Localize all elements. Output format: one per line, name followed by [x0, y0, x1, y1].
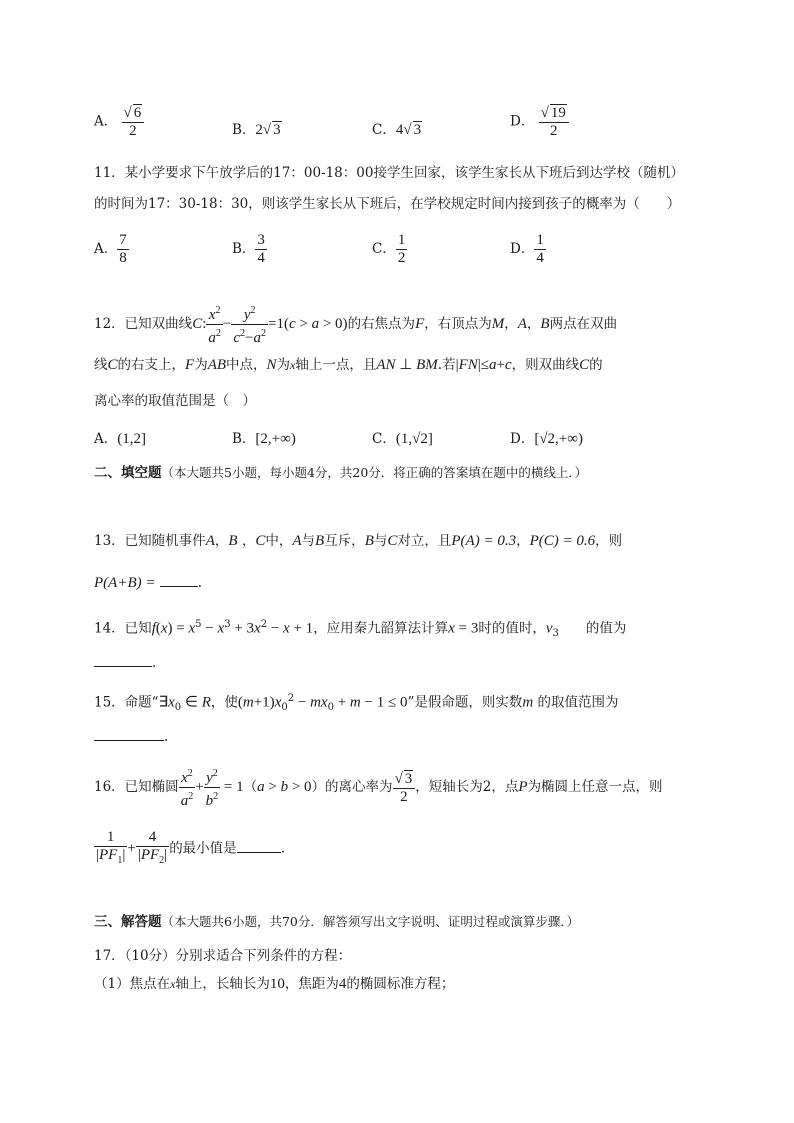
- q11-line-1: 11．某小学要求下午放学后的17：00-18：00接学生回家，该学生家长从下班后到达学校（随机）: [94, 165, 684, 181]
- q13-answer-blank[interactable]: [160, 572, 198, 587]
- q12-option-b: B．[2,+∞): [232, 431, 296, 447]
- q11-option-a: A． $\frac{7}{8}$: [94, 232, 127, 266]
- q17-line-2: （1）焦点在x轴上，长轴长为10，焦距为4的椭圆标准方程；: [94, 976, 455, 992]
- q11-option-b: B． $\frac{3}{4}$: [232, 232, 265, 266]
- q15-line-2: .: [94, 726, 168, 747]
- q13-line-2: P(A+B) = .: [94, 572, 202, 593]
- q12-line-2: 线C的右支上，F为AB中点，N为x轴上一点，且AN ⊥ BM.若|FN|≤a+c，则双曲线C的: [94, 357, 603, 373]
- q12-option-c: C．(1,√2]: [372, 431, 433, 447]
- q10-option-d: D． $\frac{√ 19}{2}$: [510, 104, 569, 140]
- q16-answer-blank[interactable]: [237, 838, 281, 853]
- q12-option-a: A．(1,2]: [94, 431, 146, 447]
- q12-line-1: 12．已知双曲线C: $\frac{x^2}{a^2}$ − $\frac{y^2}{c^2-a^2}$ =1(c > a > 0)的右焦点为F，右顶点为M，A，B两点在双曲: [94, 302, 617, 347]
- q11-line-2: 的时间为17：30-18：30，则该学生家长从下班后，在学校规定时间内接到孩子的概率为（ ）: [94, 196, 681, 212]
- q15-line-1: 15．命题“$\exists x_0$ ∈ R，使$(m+1)x_0^2 - mx_0 + m - 1 \le 0$”是假命题，则实数m 的取值范围为: [94, 693, 619, 714]
- q10-option-b: B．2√ 3: [232, 122, 281, 138]
- q16-line-2: $\frac{1}{|PF_1|}$ + $\frac{4}{|PF_2|}$ 的最小值是 .: [96, 829, 285, 866]
- q11-option-d: D． $\frac{1}{4}$: [510, 232, 544, 266]
- q12-line-3: 离心率的取值范围是（ ）: [94, 393, 256, 409]
- q13-line-1: 13．已知随机事件A，B ，C中，A与B互斥，B与C对立，且P(A) = 0.3，P(C) = 0.6，则: [94, 533, 623, 549]
- q11-option-c: C． $\frac{1}{2}$: [372, 232, 406, 266]
- q10-option-c: C．4√ 3: [372, 122, 422, 138]
- q14-answer-blank[interactable]: [94, 652, 152, 667]
- q12-option-d: D．[√2,+∞): [510, 431, 583, 447]
- q17-line-1: 17．（10分）分别求适合下列条件的方程：: [94, 948, 352, 964]
- q15-answer-blank[interactable]: [94, 726, 164, 741]
- section-2-heading: 二、填空题（本大题共5小题，每小题4分，共20分．将正确的答案填在题中的横线上．）: [94, 465, 588, 481]
- q14-line-1: 14．已知$f(x) = x^5 - x^3 + 3x^2 - x + 1$，应用秦九韶算法计算x = 3时的值时，$v_3$ 的值为: [94, 619, 627, 640]
- q10-option-a: A． $\frac{√ 6}{2}$: [94, 104, 144, 140]
- section-3-heading: 三、解答题（本大题共6小题，共70分．解答须写出文字说明、证明过程或演算步骤．）: [94, 914, 580, 930]
- q14-line-2: .: [94, 652, 156, 673]
- q16-line-1: 16．已知椭圆 $\frac{x^2}{a^2}$ + $\frac{y^2}{b^2}$ = 1（a > b > 0）的离心率为 $\frac{√ 3}{2}$ ，短轴长为2，点P为椭圆上任意一点，则: [94, 765, 663, 810]
